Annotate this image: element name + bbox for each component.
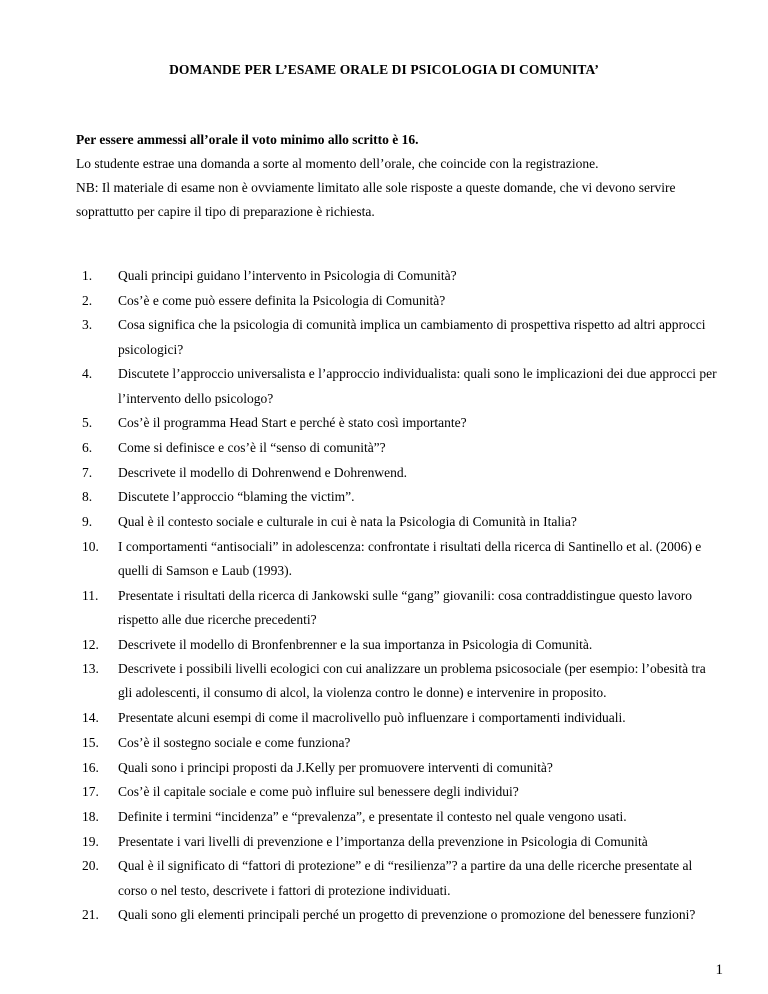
- question-text: I comportamenti “antisociali” in adolescenza: confrontate i risultati della ricerca di Santinello et al. (2006) e quelli di Samson e Laub (1993).: [118, 538, 702, 578]
- question-text: Quali principi guidano l’intervento in Psicologia di Comunità?: [118, 268, 457, 283]
- question-number: 3.: [82, 317, 93, 333]
- question-item: [82, 903, 722, 927]
- question-text: Cos’è il sostegno sociale e come funziona?: [118, 734, 351, 750]
- question-text: Presentate i vari livelli di prevenzione e l’importanza della prevenzione in Psicologia di Comunità: [118, 833, 648, 849]
- question-item: [82, 313, 722, 361]
- question-item: [82, 510, 722, 534]
- question-item: [82, 264, 722, 288]
- question-number: 12.: [82, 636, 99, 652]
- question-text: Quali sono i principi proposti da J.Kelly per promuovere interventi di comunità?: [118, 759, 553, 775]
- question-item: [82, 411, 722, 435]
- intro-section: [76, 128, 716, 224]
- document-title: DOMANDE PER L’ESAME ORALE DI PSICOLOGIA DI COMUNITA’: [169, 62, 599, 77]
- question-number: 18.: [82, 808, 99, 824]
- question-text: Qual è il contesto sociale e culturale in cui è nata la Psicologia di Comunità in Italia?: [118, 514, 577, 530]
- question-number: 8.: [82, 489, 93, 505]
- question-number: 6.: [82, 439, 93, 455]
- question-text: Qual è il significato di “fattori di protezione” e di “resilienza”? a partire da una delle ricerche presentate al corso o nel testo, descrivete i fattori di protezione individuati.: [118, 858, 693, 898]
- page-number: 1: [715, 962, 723, 978]
- question-number: 14.: [82, 710, 99, 726]
- question-item: [82, 436, 722, 460]
- question-text: Discutete l’approccio “blaming the victim”.: [118, 489, 355, 505]
- question-text: Descrivete il modello di Bronfenbrenner e la sua importanza in Psicologia di Comunità.: [118, 636, 593, 652]
- intro-line-draw: Lo studente estrae una domanda a sorte al momento dell’orale, che coincide con la registrazione.: [76, 156, 599, 171]
- question-item: [82, 461, 722, 485]
- question-item: [82, 830, 722, 854]
- question-text: Descrivete il modello di Dohrenwend e Dohrenwend.: [118, 464, 408, 480]
- admission-requirement: Per essere ammessi all’orale il voto minimo allo scritto è 16.: [76, 132, 419, 147]
- question-number: 2.: [82, 292, 93, 308]
- question-number: 17.: [82, 784, 99, 800]
- question-item: [82, 706, 722, 730]
- question-number: 4.: [82, 366, 93, 382]
- question-number: 13.: [82, 661, 99, 677]
- question-text: Cos’è il programma Head Start e perché è stato così importante?: [118, 415, 467, 431]
- question-item: [82, 633, 722, 657]
- question-number: 1.: [82, 268, 93, 283]
- question-text: Presentate alcuni esempi di come il macrolivello può influenzare i comportamenti individuali.: [118, 710, 626, 726]
- question-text: Definite i termini “incidenza” e “prevalenza”, e presentate il contesto nel quale vengono usati.: [118, 808, 627, 824]
- question-text: Presentate i risultati della ricerca di Jankowski sulle “gang” giovanili: cosa contraddistingue questo lavoro rispetto alle due ricerche precedenti?: [118, 587, 692, 627]
- questions-list: [82, 264, 722, 928]
- question-number: 19.: [82, 833, 99, 849]
- question-item: [82, 657, 722, 705]
- question-number: 15.: [82, 734, 99, 750]
- question-number: 21.: [82, 907, 99, 923]
- question-item: [82, 854, 722, 902]
- question-text: Cos’è il capitale sociale e come può influire sul benessere degli individui?: [118, 784, 519, 800]
- question-number: 10.: [82, 538, 99, 554]
- question-number: 7.: [82, 464, 93, 480]
- question-text: Cos’è e come può essere definita la Psicologia di Comunità?: [118, 292, 446, 308]
- question-number: 20.: [82, 858, 99, 874]
- question-item: [82, 805, 722, 829]
- question-number: 9.: [82, 514, 93, 530]
- question-item: [82, 535, 722, 583]
- question-number: 11.: [82, 587, 99, 603]
- question-item: [82, 584, 722, 632]
- question-text: Quali sono gli elementi principali perché un progetto di prevenzione o promozione del benessere funzioni?: [118, 907, 696, 923]
- question-item: [82, 780, 722, 804]
- question-text: Discutete l’approccio universalista e l’approccio individualista: quali sono le implicazioni dei due approcci per l’intervento dello psicologo?: [118, 366, 717, 406]
- question-text: Cosa significa che la psicologia di comunità implica un cambiamento di prospettiva rispetto ad altri approcci psicologici?: [118, 317, 706, 357]
- intro-note: NB: Il materiale di esame non è ovviamente limitato alle sole risposte a queste domande, che vi devono servire soprattutto per capire il tipo di preparazione è richiesta.: [76, 180, 676, 219]
- question-item: [82, 362, 722, 410]
- question-item: [82, 756, 722, 780]
- question-item: [82, 731, 722, 755]
- question-text: Descrivete i possibili livelli ecologici con cui analizzare un problema psicosociale (per esempio: l’obesità tra gli adolescenti, il consumo di alcol, la violenza contro le donne) e intervenire in proposito.: [118, 661, 706, 701]
- question-text: Come si definisce e cos’è il “senso di comunità”?: [118, 439, 386, 455]
- question-number: 16.: [82, 759, 99, 775]
- question-number: 5.: [82, 415, 93, 431]
- question-item: [82, 289, 722, 313]
- question-item: [82, 485, 722, 509]
